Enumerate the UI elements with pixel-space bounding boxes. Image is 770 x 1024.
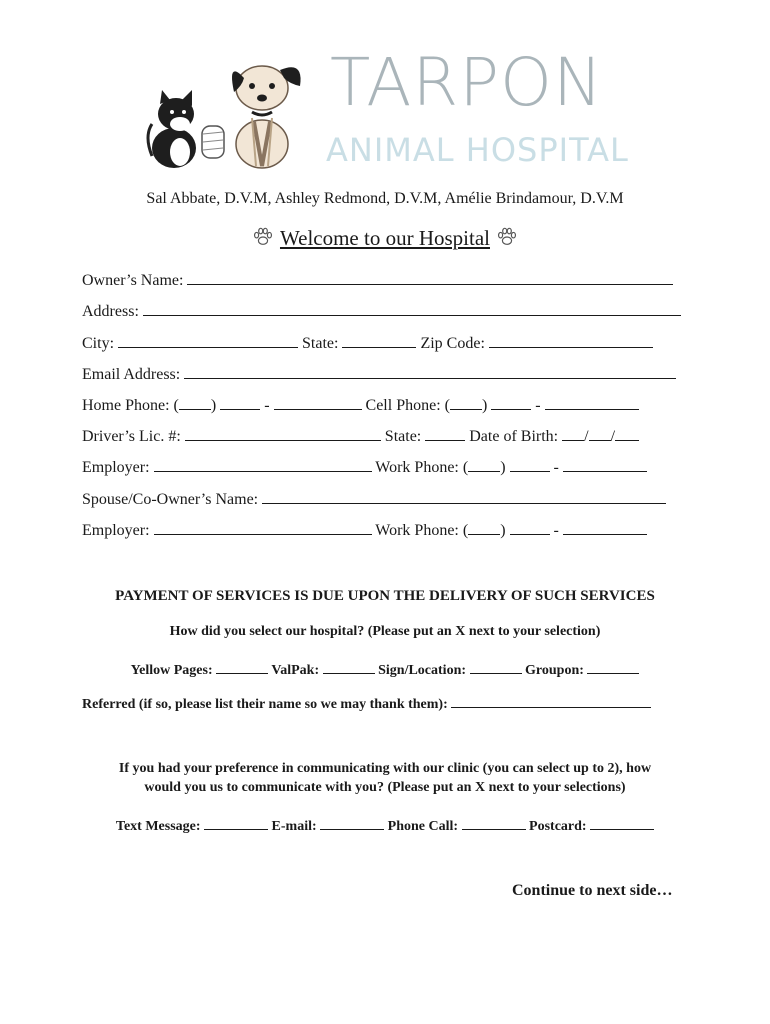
option-yellow-pages-field[interactable] <box>216 659 268 674</box>
option-phone-call-label: Phone Call: <box>387 819 459 834</box>
option-text-message-field[interactable] <box>204 815 268 830</box>
communication-question-line2: would you us to communicate with you? (Please put an X next to your selections) <box>144 780 626 795</box>
brand-subtitle: ANIMAL HOSPITAL <box>326 131 629 169</box>
work-phone-prefix-field[interactable] <box>510 457 550 472</box>
communication-question-line1: If you had your preference in communicating with our clinic (you can select up to 2), how <box>118 761 652 776</box>
option-phone-call-field[interactable] <box>462 815 526 830</box>
option-groupon-field[interactable] <box>587 659 639 674</box>
work-phone2-prefix-field[interactable] <box>510 520 550 535</box>
city-field[interactable] <box>118 333 298 348</box>
dl-state-field[interactable] <box>425 426 465 441</box>
work-phone2-area-field[interactable] <box>468 520 500 535</box>
cell-phone-line-field[interactable] <box>545 395 639 410</box>
option-valpak-field[interactable] <box>323 659 375 674</box>
option-groupon-label: Groupon: <box>525 663 584 678</box>
brand-title: TARPON <box>330 44 604 121</box>
work-phone2-label: Work Phone: ( <box>375 522 469 539</box>
referred-row <box>82 693 651 713</box>
address-label: Address: <box>82 303 139 320</box>
option-email-field[interactable] <box>320 815 384 830</box>
zip-label: Zip Code: <box>420 335 485 352</box>
email-row <box>82 364 676 384</box>
address-field[interactable] <box>143 301 681 316</box>
cell-phone-prefix-field[interactable] <box>491 395 531 410</box>
option-valpak-label: ValPak: <box>271 663 320 678</box>
home-phone-area-field[interactable] <box>179 395 211 410</box>
employer-label: Employer: <box>82 459 150 476</box>
cell-phone-label: Cell Phone: ( <box>365 397 450 414</box>
option-postcard-label: Postcard: <box>529 819 587 834</box>
work-phone-area-field[interactable] <box>468 457 500 472</box>
selection-question: How did you select our hospital? (Please put an X next to your selection) <box>169 624 601 639</box>
option-email-label: E-mail: <box>271 819 317 834</box>
state-field[interactable] <box>342 333 416 348</box>
option-sign-location-field[interactable] <box>470 659 522 674</box>
dob-day-field[interactable] <box>589 426 611 441</box>
city-label: City: <box>82 335 115 352</box>
cell-phone-area-field[interactable] <box>450 395 482 410</box>
dl-state-label: State: <box>384 428 422 445</box>
dob-month-field[interactable] <box>562 426 584 441</box>
doctors-list: Sal Abbate, D.V.M, Ashley Redmond, D.V.M, Amélie Brindamour, D.V.M <box>146 190 624 207</box>
dob-label: Date of Birth: <box>469 428 559 445</box>
referred-field[interactable] <box>451 693 651 708</box>
spouse-field[interactable] <box>262 489 666 504</box>
owners-name-row <box>82 270 673 290</box>
employer-row: Employer: Work Phone: ( ) - <box>82 457 647 477</box>
continue-note: Continue to next side… <box>512 882 673 899</box>
payment-notice: PAYMENT OF SERVICES IS DUE UPON THE DELIVERY OF SUCH SERVICES <box>115 588 655 604</box>
employer-field[interactable] <box>154 457 372 472</box>
paw-print-icon <box>252 226 274 248</box>
referred-label: Referred (if so, please list their name so we may thank them): <box>82 697 448 712</box>
drivers-lic-field[interactable] <box>185 426 381 441</box>
email-label: Email Address: <box>82 366 181 383</box>
communication-options-row <box>0 815 770 835</box>
spouse-label: Spouse/Co-Owner’s Name: <box>82 491 259 508</box>
selection-options-row <box>0 659 770 679</box>
work-phone-line-field[interactable] <box>563 457 647 472</box>
welcome-title: Welcome to our Hospital <box>279 226 490 250</box>
email-field[interactable] <box>184 364 676 379</box>
employer2-field[interactable] <box>154 520 372 535</box>
owners-name-field[interactable] <box>187 270 673 285</box>
phone-row: Home Phone: ( ) - Cell Phone: ( ) - <box>82 395 639 415</box>
home-phone-line-field[interactable] <box>274 395 362 410</box>
drivers-lic-label: Driver’s Lic. #: <box>82 428 181 445</box>
work-phone-label: Work Phone: ( <box>375 459 469 476</box>
employer2-row: Employer: Work Phone: ( ) - <box>82 520 647 540</box>
zip-field[interactable] <box>489 333 653 348</box>
home-phone-prefix-field[interactable] <box>220 395 260 410</box>
paw-print-icon <box>496 226 518 248</box>
address-row <box>82 301 681 321</box>
spouse-row <box>82 489 666 509</box>
cat-and-dog-logo-icon <box>140 56 320 174</box>
employer2-label: Employer: <box>82 522 150 539</box>
city-state-zip-row <box>82 333 653 353</box>
dob-year-field[interactable] <box>615 426 639 441</box>
drivers-license-row: Driver’s Lic. #: State: Date of Birth: / / <box>82 426 639 446</box>
welcome-heading <box>0 226 770 251</box>
option-text-message-label: Text Message: <box>115 819 201 834</box>
option-yellow-pages-label: Yellow Pages: <box>130 663 213 678</box>
home-phone-label: Home Phone: ( <box>82 397 179 414</box>
option-sign-location-label: Sign/Location: <box>378 663 467 678</box>
work-phone2-line-field[interactable] <box>563 520 647 535</box>
owners-name-label: Owner’s Name: <box>82 272 184 289</box>
option-postcard-field[interactable] <box>590 815 654 830</box>
state-label: State: <box>302 335 339 352</box>
